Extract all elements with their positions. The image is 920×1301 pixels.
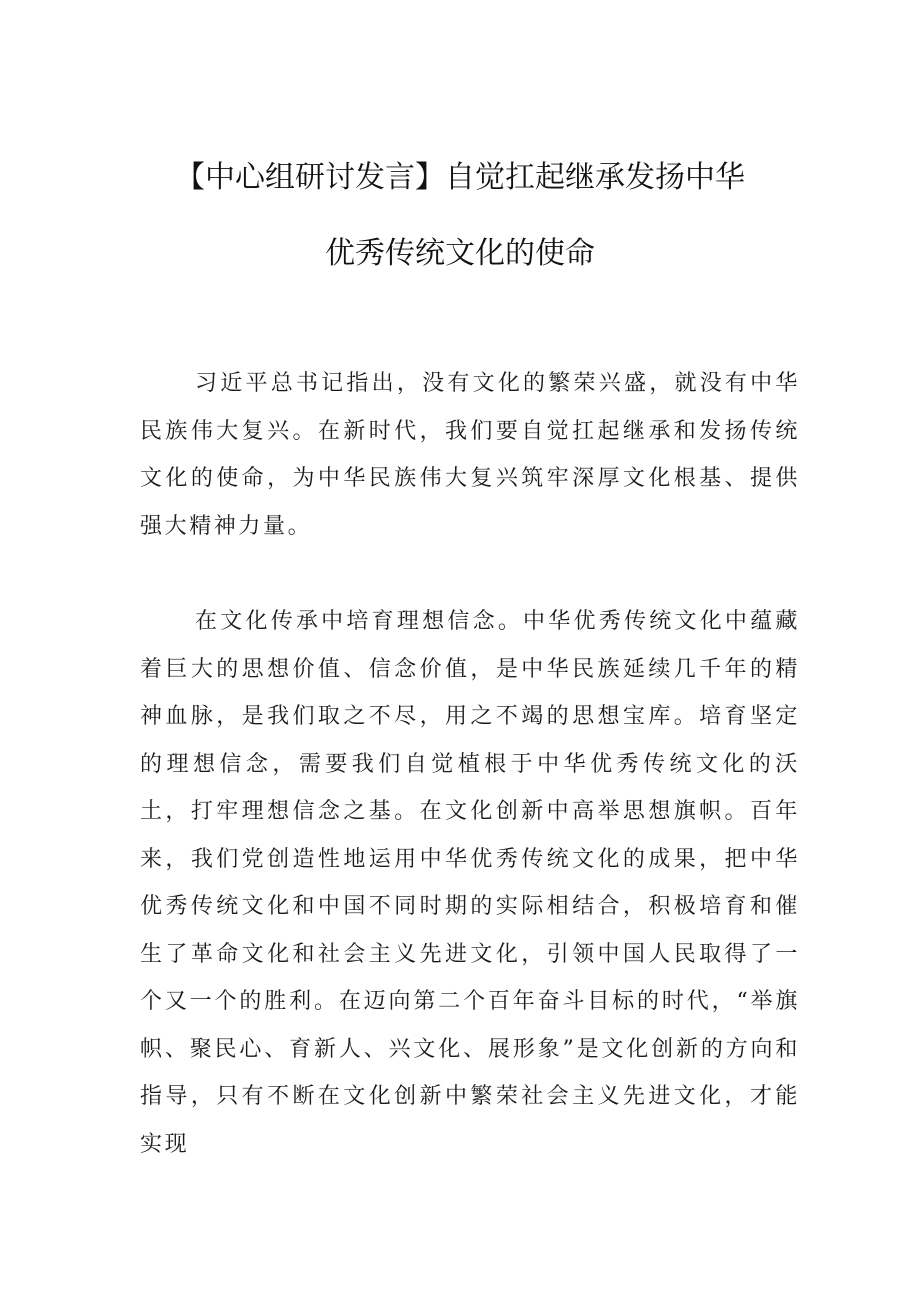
document-title-line-1: 【中心组研讨发言】自觉扛起继承发扬中华 (175, 160, 745, 195)
body-paragraph-2: 在文化传承中培育理想信念。中华优秀传统文化中蕴藏着巨大的思想价值、信念价值，是中华民族延续几千年的精神血脉，是我们取之不尽，用之不竭的思想宝库。培育坚定的理想信念，需要我们自觉植根于中华优秀传统文化的沃土，打牢理想信念之基。在文化创新中高举思想旗帜。百年来，我们党创造性地运用中华优秀传统文化的成果，把中华优秀传统文化和中国不同时期的实际相结合，积极培育和催生了革命文化和社会主义先进文化，引领中国人民取得了一个又一个的胜利。在迈向第二个百年奋斗目标的时代，“举旗帜、聚民心、育新人、兴文化、展形象”是文化创新的方向和指导，只有不断在文化创新中繁荣社会主义先进文化，才能实现 (140, 609, 800, 1157)
document-title-line-2: 优秀传统文化的使命 (325, 236, 595, 271)
body-paragraph-1: 习近平总书记指出，没有文化的繁荣兴盛，就没有中华民族伟大复兴。在新时代，我们要自觉扛起继承和发扬传统文化的使命，为中华民族伟大复兴筑牢深厚文化根基、提供强大精神力量。 (140, 371, 800, 539)
